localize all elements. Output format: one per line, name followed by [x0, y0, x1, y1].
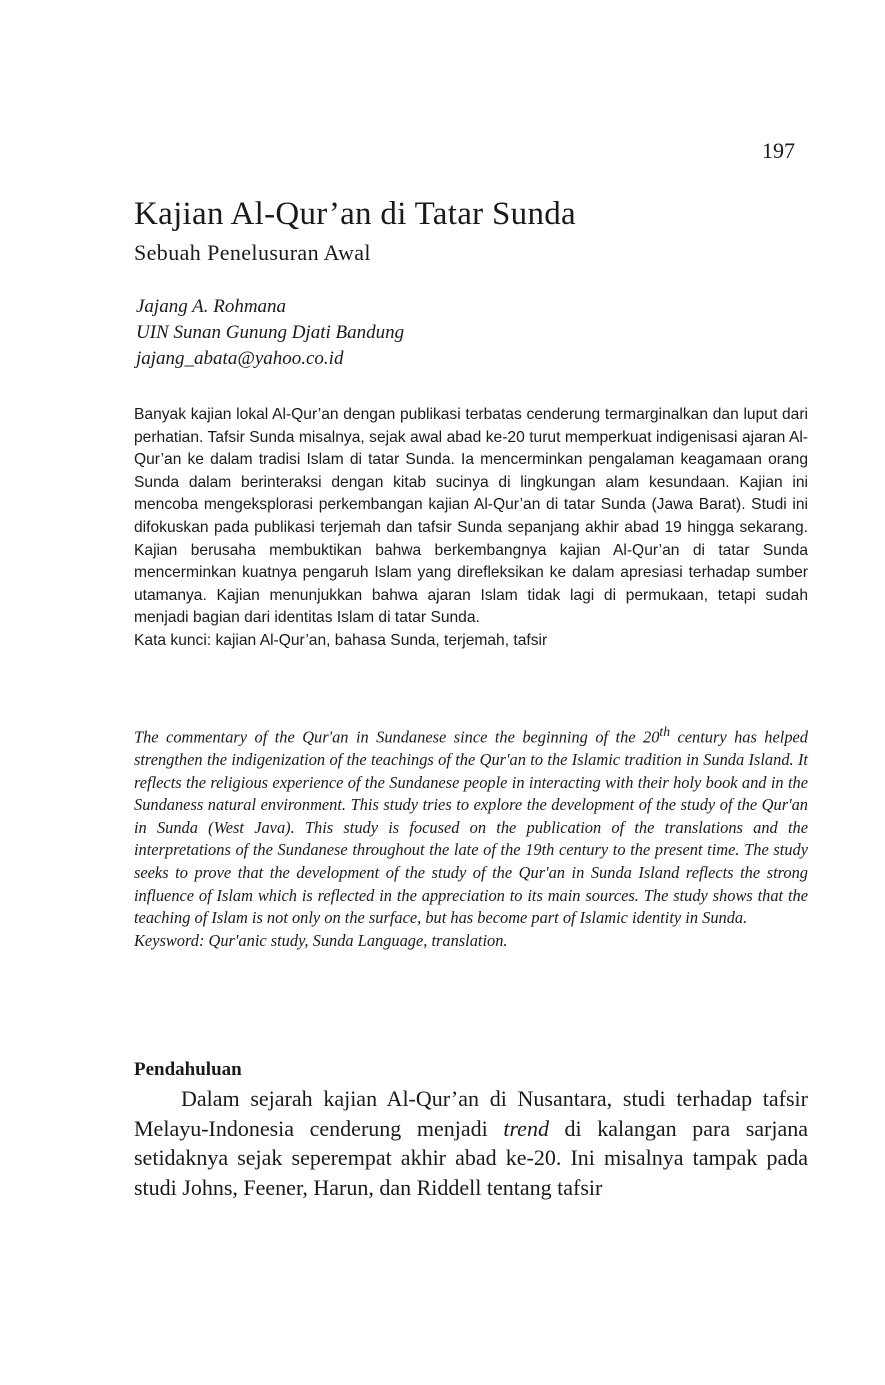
introduction-emphasis: trend	[503, 1115, 549, 1141]
abstract-english-text-start: The commentary of the Qur'an in Sundanese since the beginning of the 20	[134, 727, 660, 747]
author-email: jajang_abata@yahoo.co.id	[136, 348, 344, 369]
article-subtitle: Sebuah Penelusuran Awal	[134, 240, 371, 265]
keywords-english: Keysword: Qur'anic study, Sunda Language, translation.	[134, 930, 508, 950]
section-heading-introduction: Pendahuluan	[134, 1059, 242, 1080]
abstract-english-superscript: th	[659, 724, 671, 739]
author-block	[136, 294, 404, 372]
author-affiliation: UIN Sunan Gunung Djati Bandung	[136, 322, 405, 343]
abstract-english-text-rest: century has helped strengthen the indigenization of the teachings of the Qur'an to the Islamic tradition in Sunda Island. It reflects the religious experience of the Sundanese people in interacting with their holy book and in the Sundaness natural environment. This study tries to explore the development of the study of the Qur'an in Sunda (West Java). This study is focused on the publication of the translations and the interpretations of the Sundanese throughout the late of the 19th century to the present time. The study seeks to prove that the development of the study of the Qur'an in Sunda Island reflects the strong influence of Islam which is reflected in the appreciation to its main sources. The study shows that the teaching of Islam is not only on the surface, but has become part of Islamic identity in Sunda.	[134, 727, 808, 928]
keywords-indonesian: Kata kunci: kajian Al-Qur’an, bahasa Sunda, terjemah, tafsir	[134, 631, 548, 649]
abstract-english-text	[134, 721, 808, 930]
author-name: Jajang A. Rohmana	[136, 296, 287, 317]
abstract-indonesian-text: Banyak kajian lokal Al-Qur’an dengan publikasi terbatas cenderung termarginalkan dan luput dari perhatian. Tafsir Sunda misalnya, sejak awal abad ke-20 turut memperkuat indigenisasi ajaran Al-Qur’an ke dalam tradisi Islam di tatar Sunda. Ia mencerminkan pengalaman keagamaan orang Sunda dalam berinteraksi dengan kitab sucinya di lingkungan alam kesundaan. Kajian ini mencoba mengeksplorasi perkembangan kajian Al-Qur’an di tatar Sunda (Jawa Barat). Studi ini difokuskan pada publikasi terjemah dan tafsir Sunda sepanjang akhir abad 19 hingga sekarang. Kajian berusaha membuktikan bahwa berkembangnya kajian Al-Qur’an di tatar Sunda mencerminkan kuatnya pengaruh Islam yang direfleksikan ke dalam apresiasi terhadap sumber utamanya. Kajian menunjukkan bahwa ajaran Islam tidak lagi di permukaan, tetapi sudah menjadi bagian dari identitas Islam di tatar Sunda.	[134, 406, 808, 627]
introduction-text-rest: di kalangan para sarjana setidaknya sejak seperempat akhir abad ke-20. Ini misalnya tampak pada studi Johns, Feener, Harun, dan Riddell tentang tafsir	[134, 1115, 808, 1200]
page-number: 197	[762, 138, 795, 163]
introduction-paragraph	[134, 1084, 808, 1202]
introduction-text-start: Dalam sejarah kajian Al-Qur’an di Nusantara, studi terhadap tafsir Melayu-Indonesia cenderung menjadi	[134, 1086, 808, 1141]
article-title: Kajian Al-Qur’an di Tatar Sunda	[134, 196, 576, 232]
abstract-english	[134, 721, 808, 952]
abstract-indonesian	[134, 404, 808, 653]
